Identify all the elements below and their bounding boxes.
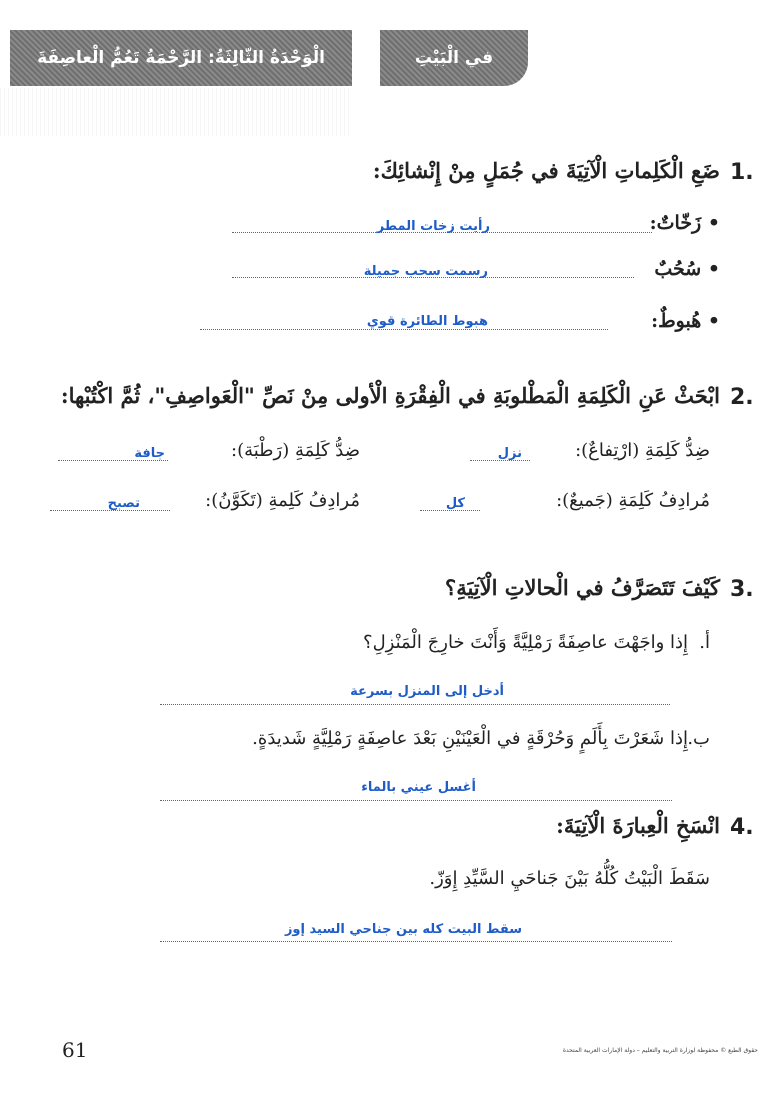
q3-a-line bbox=[160, 704, 670, 705]
q3-title: كَيْفَ تَتَصَرَّفُ في الْحالاتِ الْآتِيَةِ؟ bbox=[445, 575, 720, 600]
q3-a-answer: أدخل إلى المنزل بسرعة bbox=[350, 684, 504, 699]
q4-title: انْسَخِ الْعِبارَةَ الْآتِيَةَ: bbox=[556, 813, 720, 838]
q1-answer-3: هبوط الطائرة قوي bbox=[366, 314, 488, 329]
section-tag: في الْبَيْتِ bbox=[380, 30, 528, 86]
q1-number: 1. bbox=[730, 160, 754, 185]
header-texture bbox=[0, 88, 350, 136]
q2-row1-left-answer: جافة bbox=[134, 446, 165, 461]
q1-item-2-word: • سُحُبٌ bbox=[654, 258, 720, 280]
q1-item-1-word: • زَخّاتٌ: bbox=[649, 212, 720, 234]
page-number: 61 bbox=[62, 1038, 88, 1062]
q2-row1-left-prompt: ضِدُّ كَلِمَةِ (رَطْبَة): bbox=[231, 440, 360, 461]
q2-row1-right-prompt: ضِدُّ كَلِمَةِ (ارْتِفاعٌ): bbox=[575, 440, 710, 461]
q4-answer: سقط البيت كله بين جناحي السيد إوز bbox=[284, 922, 522, 937]
q2-row2-right-answer: كل bbox=[445, 496, 465, 511]
copyright-note: حقوق الطبع © محفوظة لوزارة التربية والتعليم – دولة الإمارات العربية المتحدة bbox=[562, 1047, 758, 1054]
q1-item-3-word: • هُبوطٌ: bbox=[651, 310, 720, 332]
q2-row2-left-answer: تصبح bbox=[107, 496, 140, 511]
q1-item-3-line bbox=[200, 329, 608, 330]
q2-title: ابْحَثْ عَنِ الْكَلِمَةِ الْمَطْلوبَةِ في الْفِقْرَةِ الْأولى مِنْ نَصِّ "الْعَواصِفِ"، ثُمَّ اكْتُبْها: bbox=[60, 383, 720, 408]
q2-row2-right-prompt: مُرادِفُ كَلِمَةِ (جَميعٌ): bbox=[556, 490, 710, 511]
q2-row1-right-answer: نزل bbox=[497, 446, 522, 461]
q1-title: ضَعِ الْكَلِماتِ الْآتِيَةَ في جُمَلٍ مِنْ إِنْشائِكَ: bbox=[372, 158, 720, 183]
q4-number: 4. bbox=[730, 815, 754, 840]
q3-b-line bbox=[160, 800, 672, 801]
q3-a-label: أ. bbox=[699, 632, 710, 653]
q1-answer-1: رأيت زخات المطر bbox=[376, 219, 490, 234]
q2-row2-left-prompt: مُرادِفُ كَلِمةِ (تَكَوَّنُ): bbox=[205, 490, 360, 511]
q4-line bbox=[160, 941, 672, 942]
q3-b-label: ب. bbox=[687, 728, 710, 749]
q3-b-text: إِذا شَعَرْتَ بِأَلَمٍ وَحُرْقَةٍ في الْعَيْنَيْنِ بَعْدَ عاصِفَةٍ رَمْلِيَّةٍ شَديدَةٍ. bbox=[252, 728, 688, 749]
q4-sentence: سَقَطَ الْبَيْتُ كُلُّهُ بَيْنَ جَناحَيِ السَّيِّدِ إِوَزّ. bbox=[429, 868, 710, 889]
q1-answer-2: رسمت سحب جميلة bbox=[363, 264, 488, 279]
q3-b-answer: أغسل عيني بالماء bbox=[361, 780, 476, 795]
q3-a-text: إِذا واجَهْتَ عاصِفَةً رَمْلِيَّةً وَأَنْتَ خارِجَ الْمَنْزِلِ؟ bbox=[363, 632, 688, 653]
q2-number: 2. bbox=[730, 385, 754, 410]
unit-title: الْوَحْدَةُ الثّالِثَةُ: الرَّحْمَةُ تَعُمُّ الْعاصِفَةَ bbox=[10, 30, 352, 86]
q3-number: 3. bbox=[730, 577, 754, 602]
